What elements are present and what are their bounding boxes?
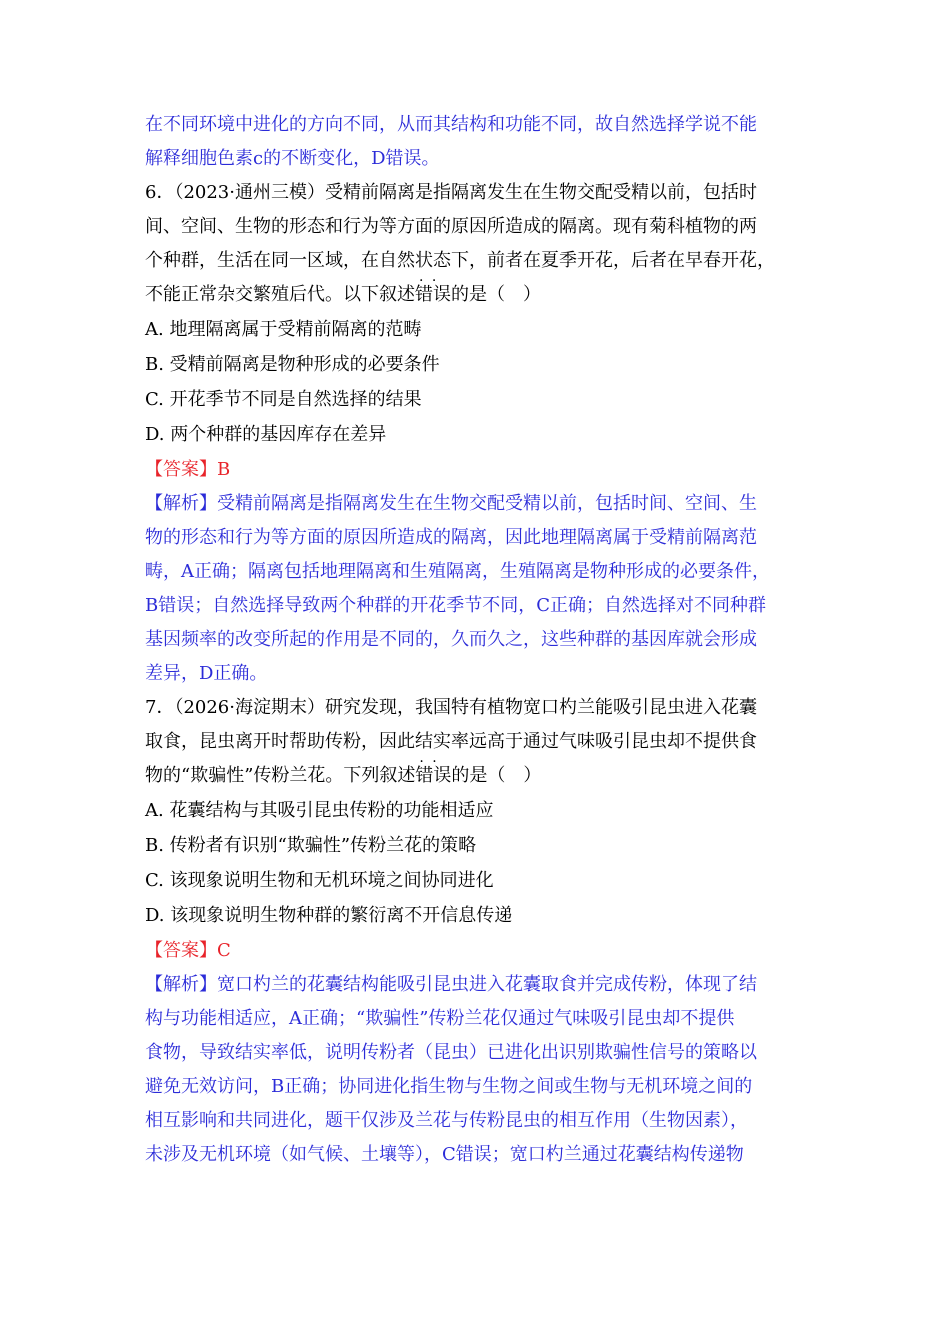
analysis-line: 食物，导致结实率低，说明传粉者（昆虫）已进化出识别欺骗性信号的策略以 <box>145 1042 757 1063</box>
analysis-line: 畴，A正确；隔离包括地理隔离和生殖隔离，生殖隔离是物种形成的必要条件， <box>145 561 770 582</box>
analysis-block <box>145 968 810 1172</box>
question-stem-line <box>145 278 810 312</box>
text-line: 在不同环境中进化的方向不同，从而其结构和功能不同，故自然选择学说不能 <box>145 114 757 135</box>
question-stem-line: 6．（2023·通州三模）受精前隔离是指隔离发生在生物交配受精以前，包括时 <box>145 182 757 203</box>
analysis-line <box>145 968 810 1002</box>
answer-value: B <box>217 459 231 480</box>
question-stem-line: 取食，昆虫离开时帮助传粉，因此结实率远高于通过气味吸引昆虫却不提供食 <box>145 731 757 752</box>
analysis-label: 【解析】 <box>145 493 217 514</box>
stem-text: 不能正常杂交繁殖后代。以下叙述 <box>145 284 415 305</box>
text-line: 解释细胞色素c的不断变化，D错误。 <box>145 148 440 169</box>
question-stem-line: 间、空间、生物的形态和行为等方面的原因所造成的隔离。现有菊科植物的两 <box>145 216 757 237</box>
analysis-block <box>145 487 810 691</box>
analysis-line: B错误；自然选择导致两个种群的开花季节不同，C正确；自然选择对不同种群 <box>145 595 766 616</box>
option-c: C. 该现象说明生物和无机环境之间协同进化 <box>145 870 494 891</box>
stem-text: 的是（ ） <box>451 765 542 786</box>
question-stem-line: 个种群，生活在同一区域，在自然状态下，前者在夏季开花，后者在早春开花， <box>145 250 775 271</box>
option-d: D. 两个种群的基因库存在差异 <box>145 424 387 445</box>
stem-text: 的是（ ） <box>451 284 541 305</box>
answer-label: 【答案】 <box>145 459 217 480</box>
analysis-text: 受精前隔离是指隔离发生在生物交配受精以前，包括时间、空间、生 <box>217 493 757 514</box>
option-d: D. 该现象说明生物种群的繁衍离不开信息传递 <box>145 905 513 926</box>
analysis-line <box>145 487 810 521</box>
analysis-line: 避免无效访问，B正确；协同进化指生物与生物之间或生物与无机环境之间的 <box>145 1076 753 1097</box>
question-stem-line: 7．（2026·海淀期末）研究发现，我国特有植物宽口杓兰能吸引昆虫进入花囊 <box>145 697 757 718</box>
analysis-line: 基因频率的改变所起的作用是不同的，久而久之，这些种群的基因库就会形成 <box>145 629 757 650</box>
emphasis-text: 错误 · · <box>415 759 451 793</box>
analysis-line: 相互影响和共同进化，题干仅涉及兰花与传粉昆虫的相互作用（生物因素）， <box>145 1110 748 1131</box>
option-c: C. 开花季节不同是自然选择的结果 <box>145 389 422 410</box>
analysis-line: 未涉及无机环境（如气候、土壤等），C错误；宽口杓兰通过花囊结构传递物 <box>145 1144 744 1165</box>
question-stem-line <box>145 759 810 793</box>
analysis-label: 【解析】 <box>145 974 217 995</box>
emphasis-text: 错误 · · <box>415 278 451 312</box>
answer-line <box>145 452 810 487</box>
option-b: B. 受精前隔离是物种形成的必要条件 <box>145 354 440 375</box>
analysis-line: 物的形态和行为等方面的原因所造成的隔离，因此地理隔离属于受精前隔离范 <box>145 527 757 548</box>
question-7 <box>145 691 810 1172</box>
answer-label: 【答案】 <box>145 940 217 961</box>
analysis-line: 构与功能相适应，A正确；“欺骗性”传粉兰花仅通过气味吸引昆虫却不提供 <box>145 1008 735 1029</box>
answer-value: C <box>217 940 231 961</box>
stem-text: 物的“欺骗性”传粉兰花。下列叙述 <box>145 765 416 786</box>
previous-analysis-tail <box>145 108 810 176</box>
document-content <box>145 108 810 1172</box>
option-b: B. 传粉者有识别“欺骗性”传粉兰花的策略 <box>145 835 477 856</box>
option-a: A. 花囊结构与其吸引昆虫传粉的功能相适应 <box>145 800 494 821</box>
analysis-line: 差异，D正确。 <box>145 663 268 684</box>
question-6 <box>145 176 810 691</box>
option-a: A. 地理隔离属于受精前隔离的范畴 <box>145 319 422 340</box>
analysis-text: 宽口杓兰的花囊结构能吸引昆虫进入花囊取食并完成传粉，体现了结 <box>217 974 757 995</box>
answer-line <box>145 933 810 968</box>
